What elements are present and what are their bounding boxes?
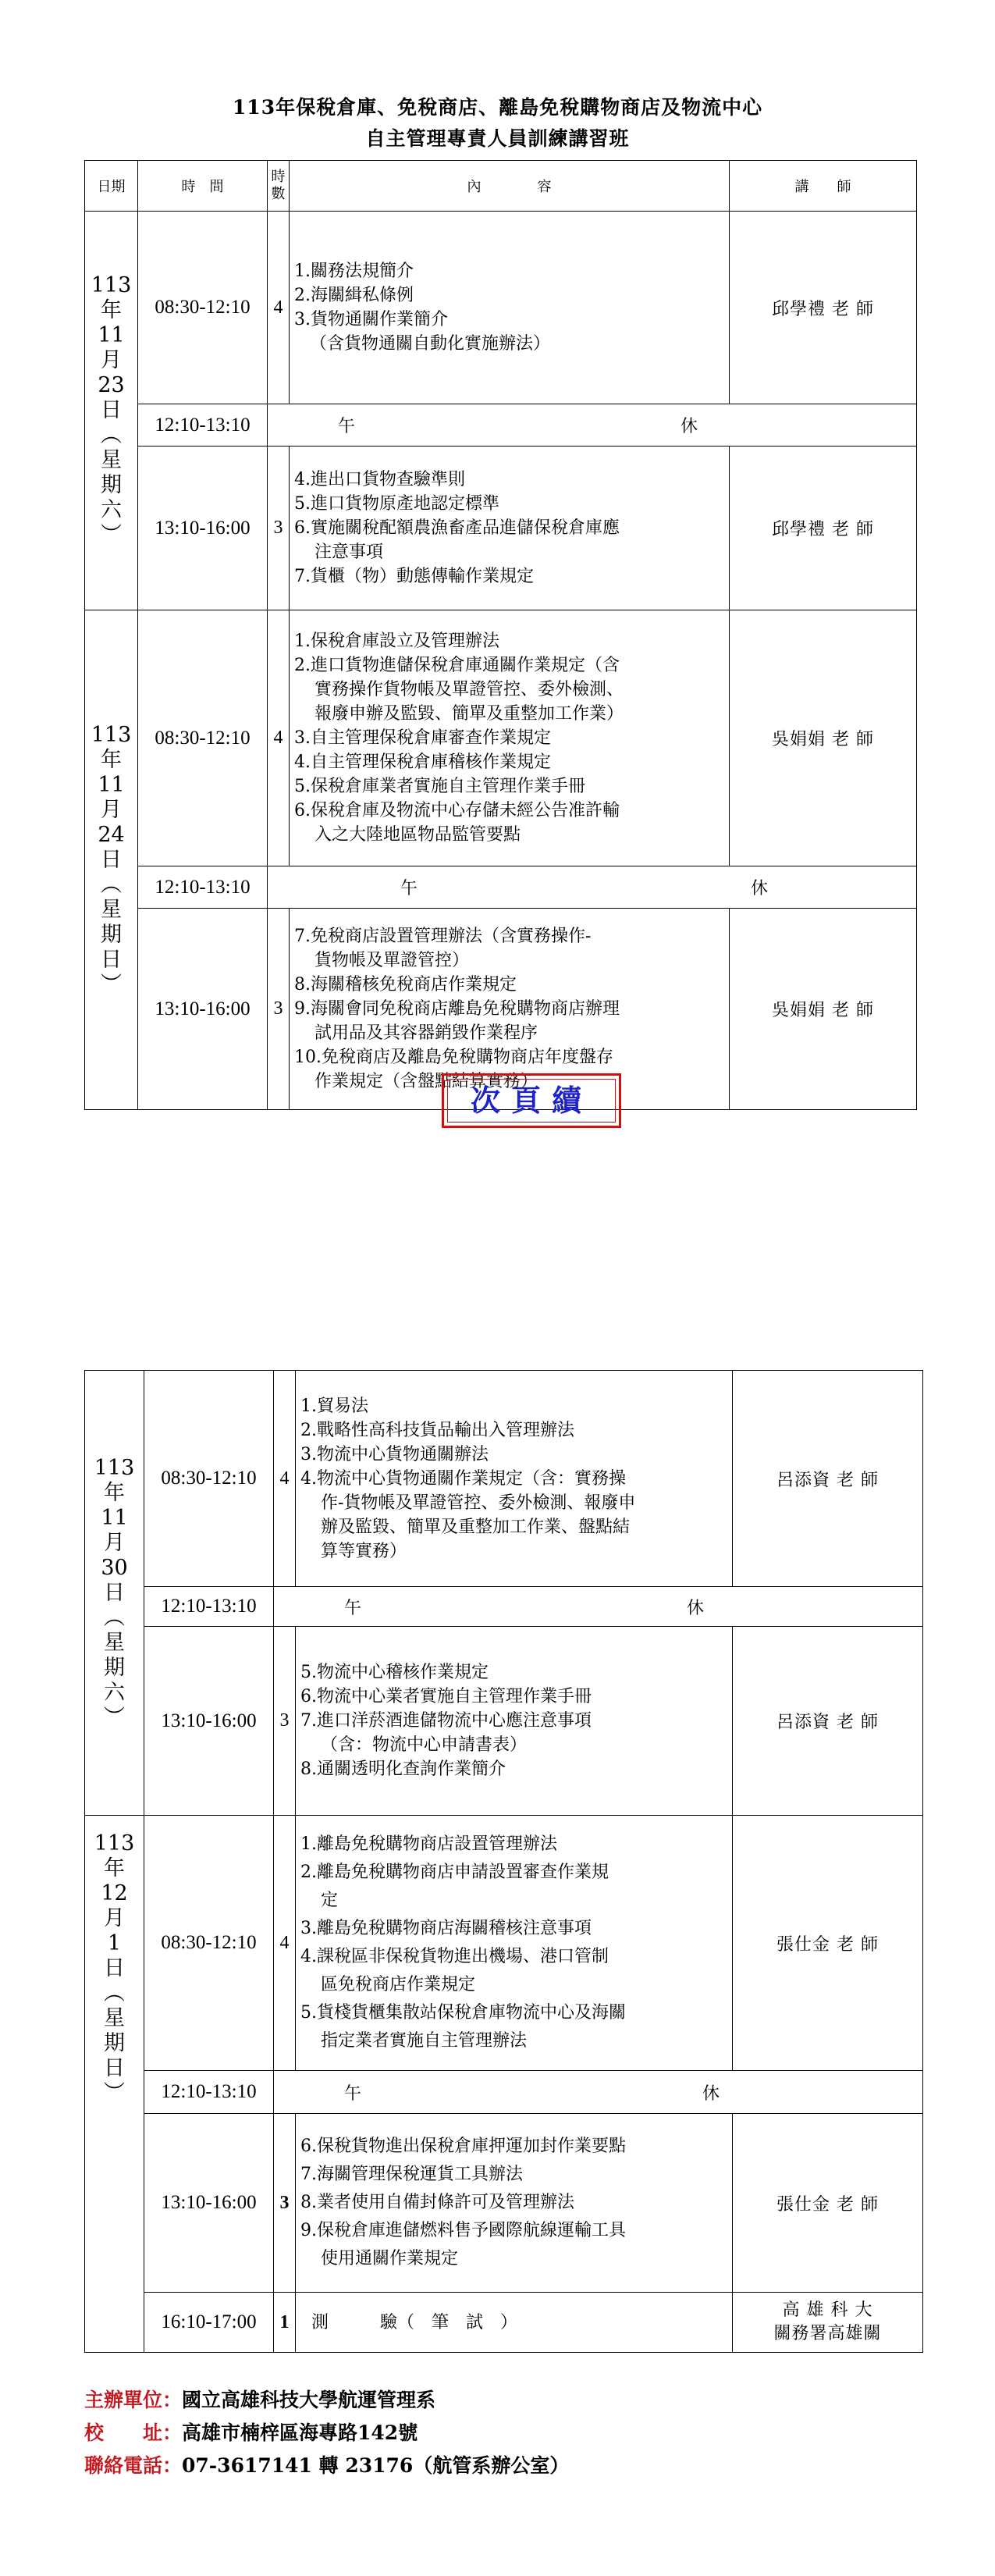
day4-session2-lecturer: 張仕金 老 師	[733, 2114, 923, 2293]
day2-session2-content: 7.免稅商店設置管理辦法（含實務操作- 貨物帳及單證管控） 8.海關稽核免稅商店作業規定 9.海關會同免稅商店離島免稅購物商店辦理 試用品及其容器銷毀作業程序 10.免稅商店及離島免稅購物商店年度盤存 作業規定（含盤點結算實務）	[290, 909, 730, 1110]
day1-session1-content: 1.關務法規簡介 2.海關緝私條例 3.貨物通關作業簡介 （含貨物通關自動化實施辦法）	[290, 212, 730, 404]
address-value: 高雄市楠梓區海專路142號	[182, 2421, 418, 2444]
day1-session2-hours: 3	[268, 447, 290, 610]
day3-session2-lecturer: 呂添資 老 師	[733, 1627, 923, 1816]
day4-session1-content: 1.離島免稅購物商店設置管理辦法 2.離島免稅購物商店申請設置審查作業規 定 3.離島免稅購物商店海關稽核注意事項 4.課稅區非保稅貨物進出機場、港口管制 區免稅商店作業規定 5.貨棧貨櫃集散站保稅倉庫物流中心及海關 指定業者實施自主管理辦法	[296, 1816, 733, 2071]
day4-session1-time: 08:30-12:10	[144, 1816, 274, 2071]
day2-lunch-row	[85, 866, 917, 909]
organizer-value: 國立高雄科技大學航運管理系	[182, 2389, 436, 2411]
day3-lunch-time: 12:10-13:10	[144, 1587, 274, 1627]
day2-session1-hours: 4	[268, 610, 290, 866]
header-time: 時 間	[138, 161, 268, 212]
day2-session2-hours: 3	[268, 909, 290, 1110]
day4-exam-row	[85, 2293, 923, 2353]
day3-session2-hours: 3	[274, 1627, 296, 1816]
day4-lunch-time: 12:10-13:10	[144, 2071, 274, 2114]
day4-exam-hours: 1	[274, 2293, 296, 2353]
day3-session2-row	[85, 1627, 923, 1816]
day1-session1-row	[85, 212, 917, 404]
day1-session2-lecturer: 邱學禮 老 師	[730, 447, 917, 610]
day4-session1-hours: 4	[274, 1816, 296, 2071]
day1-lunch-row	[85, 404, 917, 447]
schedule-table-page-1	[84, 160, 917, 1110]
footer-organizer	[84, 2385, 435, 2413]
day4-date-cell: 113 年 12 月 1 日 ︵ 星 期 日 ︶	[85, 1816, 144, 2353]
day2-date-cell: 113 年 11 月 24 日 ︵ 星 期 日 ︶	[85, 610, 138, 1110]
day4-session2-hours: 3	[274, 2114, 296, 2293]
title-line-2: 自主管理專責人員訓練講習班	[365, 127, 630, 150]
day1-session2-row	[85, 447, 917, 610]
phone-value: 07-3617141 轉 23176（航管系辦公室）	[182, 2454, 570, 2477]
title-line-1: 113年保稅倉庫、免稅商店、離島免稅購物商店及物流中心	[232, 96, 763, 119]
day1-session1-time: 08:30-12:10	[138, 212, 268, 404]
continued-next-page-box	[442, 1073, 621, 1128]
day1-session2-content: 4.進出口貨物查驗準則 5.進口貨物原產地認定標準 6.實施關稅配額農漁畜產品進儲保稅倉庫應 注意事項 7.貨櫃（物）動態傳輸作業規定	[290, 447, 730, 610]
organizer-label: 主辦單位：	[84, 2389, 183, 2411]
day2-session2-time: 13:10-16:00	[138, 909, 268, 1110]
day4-session2-row	[85, 2114, 923, 2293]
day4-lunch-label: 午 休	[274, 2071, 923, 2114]
day3-session1-lecturer: 呂添資 老 師	[733, 1371, 923, 1587]
continued-next-page-label: 次頁續	[447, 1079, 616, 1123]
day1-session2-time: 13:10-16:00	[138, 447, 268, 610]
day3-session1-row	[85, 1371, 923, 1587]
footer-address	[84, 2418, 418, 2446]
footer-phone	[84, 2450, 569, 2478]
day4-session1-lecturer: 張仕金 老 師	[733, 1816, 923, 2071]
day3-session2-time: 13:10-16:00	[144, 1627, 274, 1816]
day2-session1-time: 08:30-12:10	[138, 610, 268, 866]
day2-lunch-time: 12:10-13:10	[138, 866, 268, 909]
day4-exam-lecturer: 高 雄 科 大 關務署高雄關	[733, 2293, 923, 2353]
day1-lunch-time: 12:10-13:10	[138, 404, 268, 447]
day4-session1-row	[85, 1816, 923, 2071]
day1-date-cell: 113 年 11 月 23 日 ︵ 星 期 六 ︶	[85, 212, 138, 610]
day3-lunch-row	[85, 1587, 923, 1627]
schedule-table-page-2	[84, 1370, 923, 2353]
day4-lunch-row	[85, 2071, 923, 2114]
phone-label: 聯絡電話：	[84, 2454, 183, 2477]
day4-exam-time: 16:10-17:00	[144, 2293, 274, 2353]
address-label: 校 址：	[84, 2421, 183, 2444]
day2-session1-lecturer: 吳娟娟 老 師	[730, 610, 917, 866]
day3-session2-content: 5.物流中心稽核作業規定 6.物流中心業者實施自主管理作業手冊 7.進口洋菸酒進儲物流中心應注意事項 （含：物流中心申請書表） 8.通關透明化查詢作業簡介	[296, 1627, 733, 1816]
header-hours: 時 數	[268, 161, 290, 212]
day3-date-cell: 113 年 11 月 30 日 ︵ 星 期 六 ︶	[85, 1371, 144, 1816]
day3-session1-time: 08:30-12:10	[144, 1371, 274, 1587]
day1-session1-hours: 4	[268, 212, 290, 404]
day4-exam-content: 測 驗（ 筆 試 ）	[296, 2293, 733, 2353]
table-header-row	[85, 161, 917, 212]
day2-session2-lecturer: 吳娟娟 老 師	[730, 909, 917, 1110]
header-content: 內 容	[290, 161, 730, 212]
day3-lunch-label: 午 休	[274, 1587, 923, 1627]
day2-lunch-label: 午 休	[268, 866, 917, 909]
header-lecturer: 講 師	[730, 161, 917, 212]
header-date: 日期	[85, 161, 138, 212]
day1-session1-lecturer: 邱學禮 老 師	[730, 212, 917, 404]
day2-session1-row	[85, 610, 917, 866]
day4-session2-content: 6.保稅貨物進出保稅倉庫押運加封作業要點 7.海關管理保稅運貨工具辦法 8.業者使用自備封條許可及管理辦法 9.保稅倉庫進儲燃料售予國際航線運輸工具 使用通關作業規定	[296, 2114, 733, 2293]
day4-session2-time: 13:10-16:00	[144, 2114, 274, 2293]
day3-session1-hours: 4	[274, 1371, 296, 1587]
day3-session1-content: 1.貿易法 2.戰略性高科技貨品輸出入管理辦法 3.物流中心貨物通關辦法 4.物流中心貨物通關作業規定（含：實務操 作-貨物帳及單證管控、委外檢測、報廢申 辦及監毀、簡單及重整加工作業、盤點結 算等實務）	[296, 1371, 733, 1587]
day1-lunch-label: 午 休	[268, 404, 917, 447]
day2-session1-content: 1.保稅倉庫設立及管理辦法 2.進口貨物進儲保稅倉庫通關作業規定（含 實務操作貨物帳及單證管控、委外檢測、 報廢申辦及監毀、簡單及重整加工作業） 3.自主管理保稅倉庫審查作業規定 4.自主管理保稅倉庫稽核作業規定 5.保稅倉庫業者實施自主管理作業手冊 6.保稅倉庫及物流中心存儲未經公告准許輸 入之大陸地區物品監管要點	[290, 610, 730, 866]
